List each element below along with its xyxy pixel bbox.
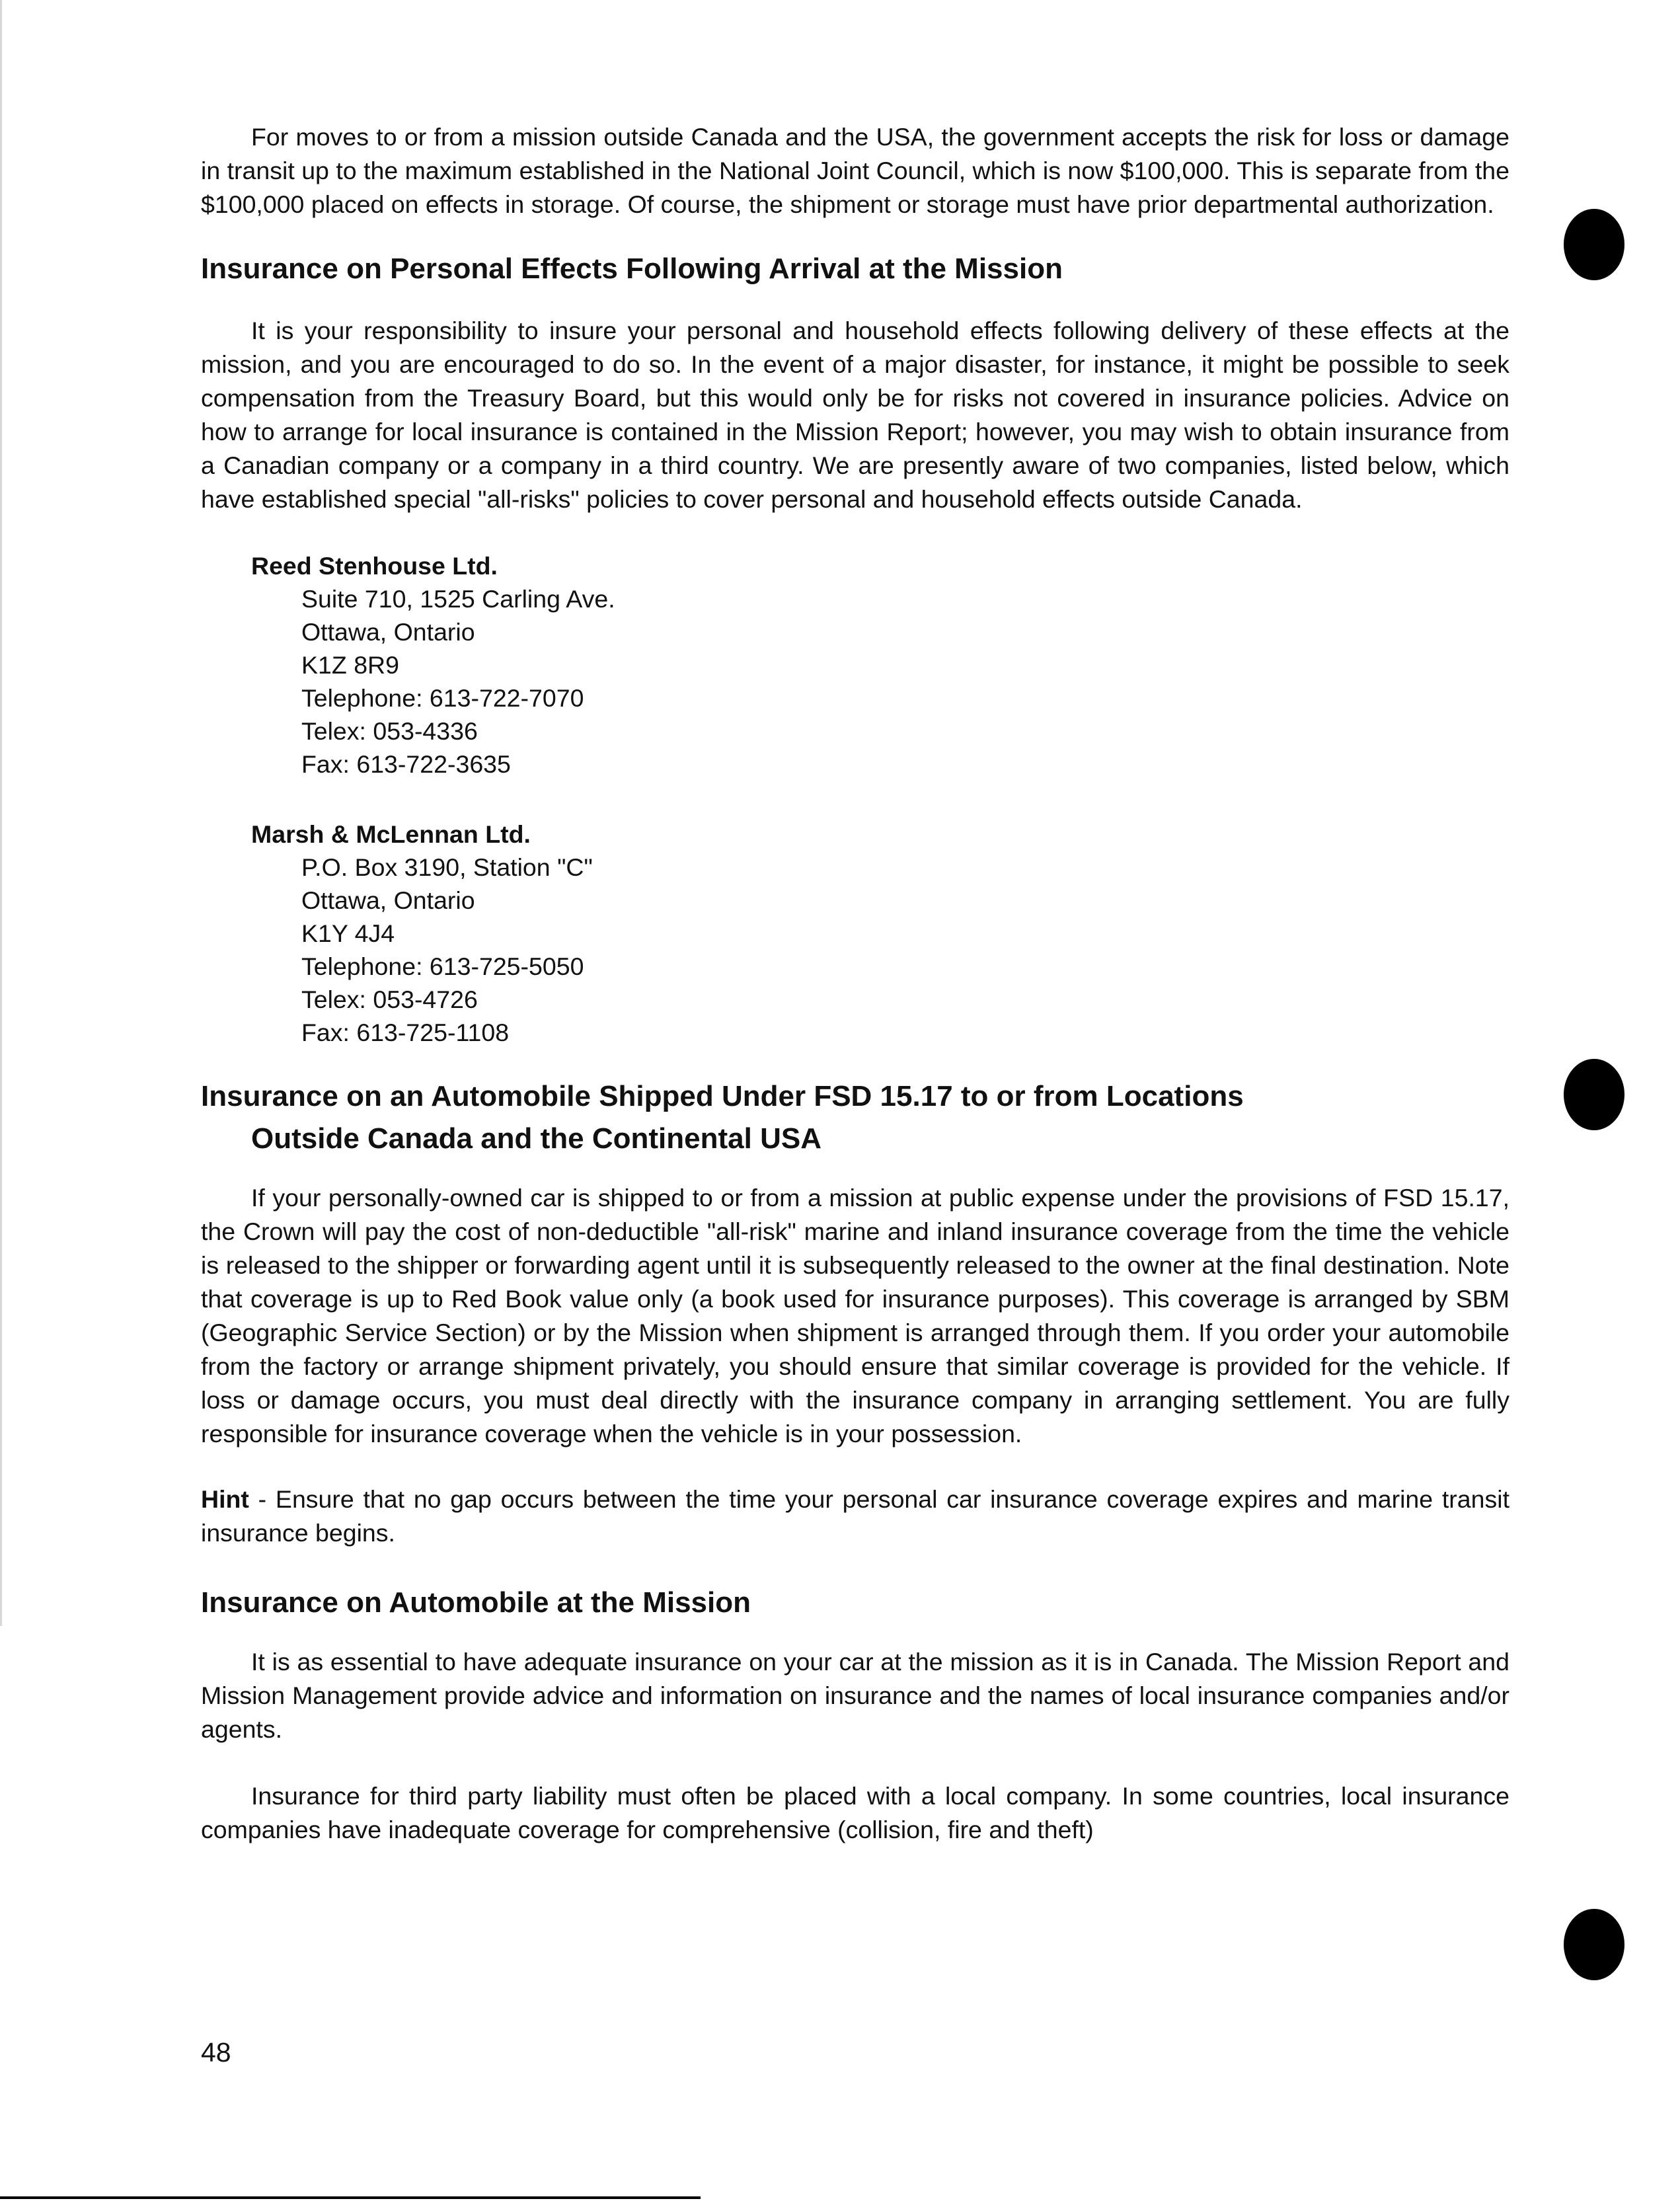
fax-line: Fax: 613-725-1108 xyxy=(301,1019,510,1046)
page-number: 48 xyxy=(201,2037,231,2068)
section-heading-personal-effects: Insurance on Personal Effects Following Arrival at the Mission xyxy=(201,252,1063,285)
fax-line: Fax: 613-722-3635 xyxy=(301,750,511,778)
address-line: Suite 710, 1525 Carling Ave. xyxy=(301,585,615,613)
company-address-reed-stenhouse xyxy=(251,549,1509,781)
hint-label: Hint xyxy=(201,1485,249,1513)
binder-hole-mark xyxy=(1564,1909,1624,1980)
company-name: Reed Stenhouse Ltd. xyxy=(251,552,498,580)
telephone-line: Telephone: 613-725-5050 xyxy=(301,952,584,980)
automobile-at-mission-paragraph-1: It is as essential to have adequate insurance on your car at the mission as it is in Canada. The Mission Report and Mission Management provide advice and information on insurance and the names of local insurance companies and/or agents. xyxy=(201,1648,1509,1743)
binder-hole-mark xyxy=(1564,1059,1624,1130)
heading-line-2: Outside Canada and the Continental USA xyxy=(251,1122,821,1155)
automobile-shipped-paragraph: If your personally-owned car is shipped to or from a mission at public expense under the provisions of FSD 15.17, the Crown will pay the cost of non-deductible "all-risk" marine and inland insurance coverage from the time the vehicle is released to the shipper or forwarding agent until it is subsequently released to the owner at the final destination. Note that coverage is up to Red Book value only (a book used for insurance purposes). This coverage is arranged by SBM (Geographic Service Section) or by the Mission when shipment is arranged through them. If you order your automobile from the factory or arrange shipment privately, you should ensure that similar coverage is provided for the vehicle. If loss or damage occurs, you must deal directly with the insurance company in arranging settlement. You are fully responsible for insurance coverage when the vehicle is in your possession. xyxy=(201,1184,1509,1448)
telephone-line: Telephone: 613-722-7070 xyxy=(301,684,584,712)
personal-effects-paragraph: It is your responsibility to insure your personal and household effects following delivery of these effects at the mission, and you are encouraged to do so. In the event of a major disaster, for instance, it might be possible to seek compensation from the Treasury Board, but this would only be for risks not covered in insurance policies. Advice on how to arrange for local insurance is contained in the Mission Report; however, you may wish to obtain insurance from a Canadian company or a company in a third country. We are presently aware of two companies, listed below, which have established special "all-risks" policies to cover personal and household effects outside Canada. xyxy=(201,317,1509,513)
address-line: K1Y 4J4 xyxy=(301,919,395,947)
address-line: Ottawa, Ontario xyxy=(301,886,475,914)
telex-line: Telex: 053-4336 xyxy=(301,717,478,745)
telex-line: Telex: 053-4726 xyxy=(301,986,478,1013)
address-line: P.O. Box 3190, Station "C" xyxy=(301,853,593,881)
address-line: Ottawa, Ontario xyxy=(301,618,475,646)
hint-note xyxy=(201,1483,1509,1550)
automobile-at-mission-paragraph-2: Insurance for third party liability must often be placed with a local company. In some countries, local insurance companies have inadequate coverage for comprehensive (collision, fire and theft) xyxy=(201,1782,1509,1843)
section-heading-automobile-shipped xyxy=(201,1075,1509,1160)
heading-line-1: Insurance on an Automobile Shipped Under FSD 15.17 to or from Locations xyxy=(201,1080,1244,1112)
scan-bottom-rule xyxy=(0,2196,701,2199)
page-content xyxy=(201,120,1509,1847)
company-address-marsh-mclennan xyxy=(251,818,1509,1049)
binder-hole-mark xyxy=(1564,209,1624,280)
scan-edge-line xyxy=(0,0,2,1626)
company-name: Marsh & McLennan Ltd. xyxy=(251,820,531,848)
intro-paragraph: For moves to or from a mission outside Canada and the USA, the government accepts the risk for loss or damage in transit up to the maximum established in the National Joint Council, which is now $100,000. This is separate from the $100,000 placed on effects in storage. Of course, the shipment or storage must have prior departmental authorization. xyxy=(201,123,1509,218)
address-line: K1Z 8R9 xyxy=(301,651,399,679)
section-heading-automobile-at-mission: Insurance on Automobile at the Mission xyxy=(201,1586,751,1619)
hint-text: - Ensure that no gap occurs between the time your personal car insurance coverage expires and marine transit insurance begins. xyxy=(201,1485,1509,1547)
